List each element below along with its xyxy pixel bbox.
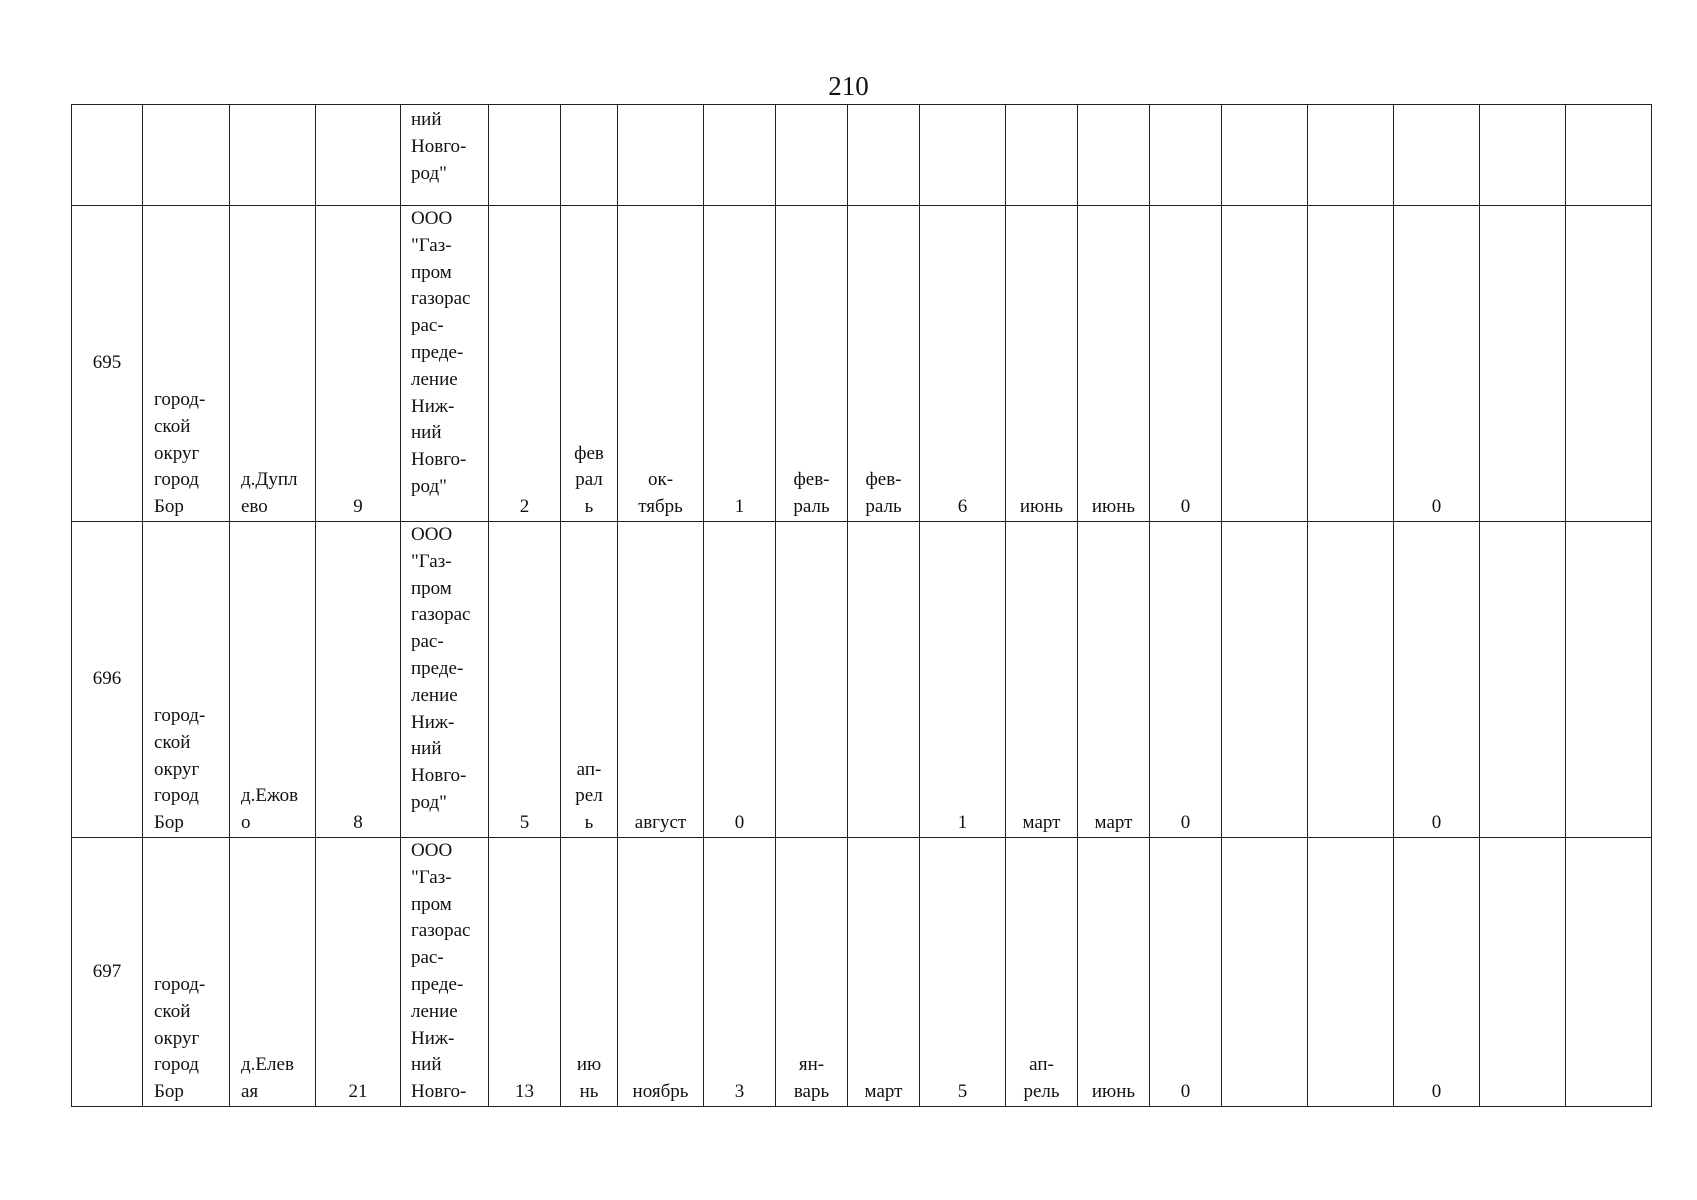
cell [1480,206,1566,522]
cell [1308,522,1394,838]
cell [1480,522,1566,838]
cell: ян- варь [776,838,848,1107]
org-cell: ООО "Газ- пром газорас рас- преде- ление Ниж- ний Новго- [401,838,489,1107]
org-cell: ООО "Газ- пром газорас рас- преде- ление Ниж- ний Новго- род" [401,206,489,522]
district-cell: город- ской округ город Бор [143,206,230,522]
cell: фев- раль [776,206,848,522]
cell: фев рал ь [561,206,618,522]
cell: 8 [316,522,401,838]
cell [848,105,920,206]
cell [72,105,143,206]
cell: ок- тябрь [618,206,704,522]
cell [704,105,776,206]
cell: 2 [489,206,561,522]
cell: 5 [920,838,1006,1107]
cell [1308,838,1394,1107]
cell [1480,838,1566,1107]
cell: 1 [920,522,1006,838]
settlement-cell: д.Дупл ево [230,206,316,522]
cell [1566,838,1652,1107]
cell [1308,105,1394,206]
cell [1222,206,1308,522]
cell: 0 [1150,206,1222,522]
cell: июнь [1078,838,1150,1107]
settlement-cell: д.Ежов о [230,522,316,838]
data-table [71,104,1652,1107]
cell [489,105,561,206]
cell [1006,105,1078,206]
table-row [72,206,1652,522]
cell: 0 [704,522,776,838]
cell: ию нь [561,838,618,1107]
cell: ап- рел ь [561,522,618,838]
settlement-cell: д.Елев ая [230,838,316,1107]
cell: август [618,522,704,838]
cell [316,105,401,206]
row-number: 697 [72,838,143,1107]
cell: июнь [1078,206,1150,522]
table-row-continuation [72,105,1652,206]
cell: 13 [489,838,561,1107]
cell [618,105,704,206]
district-cell: город- ской округ город Бор [143,522,230,838]
cell [1480,105,1566,206]
row-number: 696 [72,522,143,838]
cell [776,522,848,838]
cell: 9 [316,206,401,522]
cell [1150,105,1222,206]
cell [1394,105,1480,206]
cell: 6 [920,206,1006,522]
cell [848,522,920,838]
cell: ноябрь [618,838,704,1107]
district-cell: город- ской округ город Бор [143,838,230,1107]
cell [1222,838,1308,1107]
cell [561,105,618,206]
org-cell: ООО "Газ- пром газорас рас- преде- ление Ниж- ний Новго- род" [401,522,489,838]
cell [1308,206,1394,522]
cell: март [1078,522,1150,838]
cell: март [848,838,920,1107]
org-cell: ний Новго- род" [401,105,489,206]
cell [776,105,848,206]
row-number: 695 [72,206,143,522]
cell [1222,522,1308,838]
cell: 0 [1150,838,1222,1107]
cell: 0 [1394,838,1480,1107]
cell [230,105,316,206]
cell [1566,105,1652,206]
page-number: 210 [828,71,869,101]
cell: 0 [1394,522,1480,838]
cell [1078,105,1150,206]
cell: 21 [316,838,401,1107]
cell: июнь [1006,206,1078,522]
cell [920,105,1006,206]
cell: март [1006,522,1078,838]
cell: 5 [489,522,561,838]
cell: 3 [704,838,776,1107]
cell: фев- раль [848,206,920,522]
cell [1222,105,1308,206]
table-row [72,522,1652,838]
cell [143,105,230,206]
cell: ап- рель [1006,838,1078,1107]
cell: 0 [1394,206,1480,522]
cell: 1 [704,206,776,522]
cell: 0 [1150,522,1222,838]
table-row [72,838,1652,1107]
cell [1566,522,1652,838]
cell [1566,206,1652,522]
